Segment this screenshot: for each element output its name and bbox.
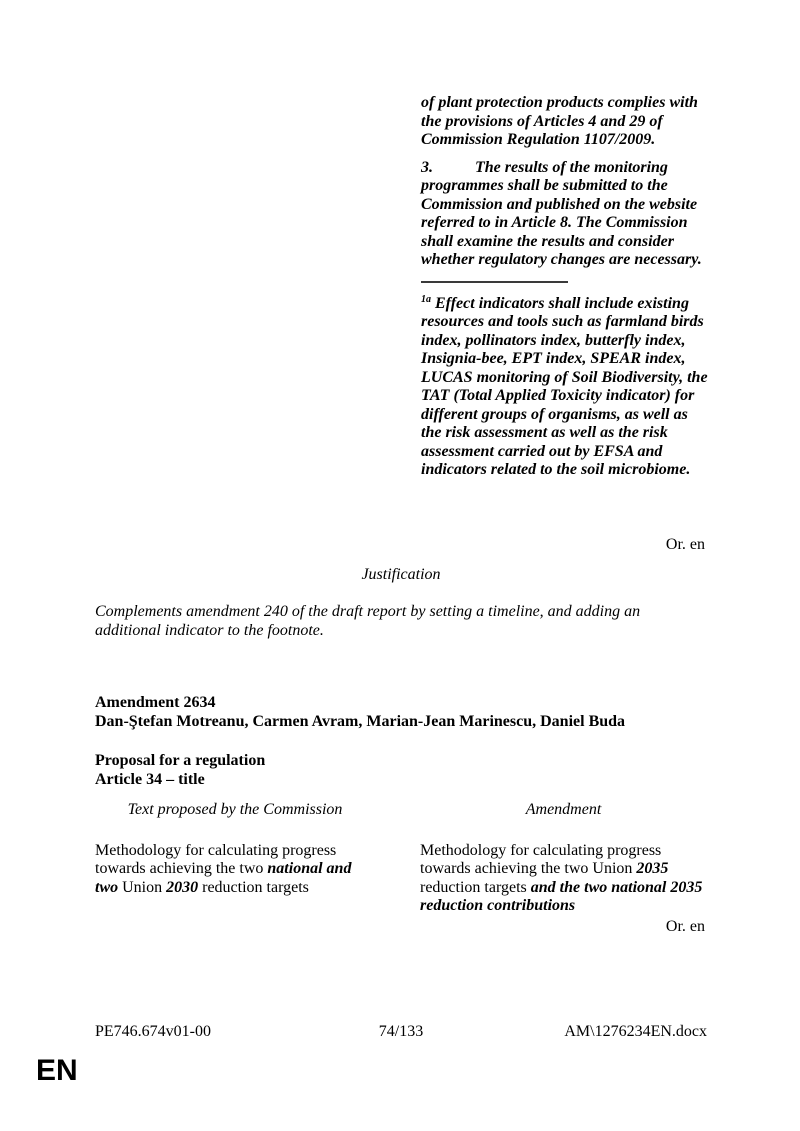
commission-text-cell: Methodology for calculating progress towards achieving the two national and two Union 2030 reduction targets	[95, 841, 352, 896]
page-footer	[95, 1023, 707, 1042]
commission-text-header: Text proposed by the Commission	[127, 801, 343, 818]
amendment-authors: Dan-Ştefan Motreanu, Carmen Avram, Marian-Jean Marinescu, Daniel Buda	[95, 713, 626, 730]
footer-document-name: AM\1276234EN.docx	[564, 1023, 708, 1040]
original-language-note-1: Or. en	[665, 536, 705, 553]
footnote-marker: 1a	[421, 293, 431, 305]
amendment-paragraph-continuation: of plant protection products complies with the provisions of Articles 4 and 29 of Commission Regulation 1107/2009.	[421, 94, 698, 148]
proposal-block	[95, 751, 707, 789]
comparison-table	[95, 801, 707, 916]
amendment-number: Amendment 2634	[95, 694, 216, 711]
amendment-text-column	[421, 94, 711, 489]
original-language-note-2: Or. en	[665, 918, 705, 935]
language-code-label: EN	[36, 1054, 78, 1087]
justification-text: Complements amendment 240 of the draft report by setting a timeline, and adding an additional indicator to the footnote.	[95, 603, 641, 639]
footnote	[421, 295, 711, 480]
proposal-type: Proposal for a regulation	[95, 752, 266, 769]
amendment-header	[95, 693, 707, 731]
comparison-header-row	[95, 801, 707, 820]
footer-reference: PE746.674v01-00	[95, 1023, 211, 1040]
footnote-separator	[421, 281, 568, 283]
amendment-header-label: Amendment	[525, 801, 602, 818]
paragraph-3-text: The results of the monitoring programmes shall be submitted to the Commission and published on the website referred to in Article 8. The Commission shall examine the results and consider whether regulatory changes are necessary.	[421, 158, 702, 268]
footer-page-number: 74/133	[378, 1023, 424, 1040]
amendment-paragraph-3	[421, 159, 711, 270]
comparison-body-row	[95, 842, 707, 916]
paragraph-number: 3.	[421, 158, 433, 176]
proposal-article: Article 34 – title	[95, 771, 205, 788]
amendment-text-cell: Methodology for calculating progress towards achieving the two Union 2035 reduction targets and the two national 2035 reduction contributions	[420, 841, 703, 914]
footnote-text: Effect indicators shall include existing resources and tools such as farmland birds index, pollinators index, butterfly index, Insignia-bee, EPT index, SPEAR index, LUCAS monitoring of Soil Biodiversity, the TAT (Total Applied Toxicity indicator) for different groups of organisms, as well as the risk assessment as well as the risk assessment carried out by EFSA and indicators related to the soil microbiome.	[421, 294, 708, 478]
justification-heading: Justification	[361, 566, 441, 583]
